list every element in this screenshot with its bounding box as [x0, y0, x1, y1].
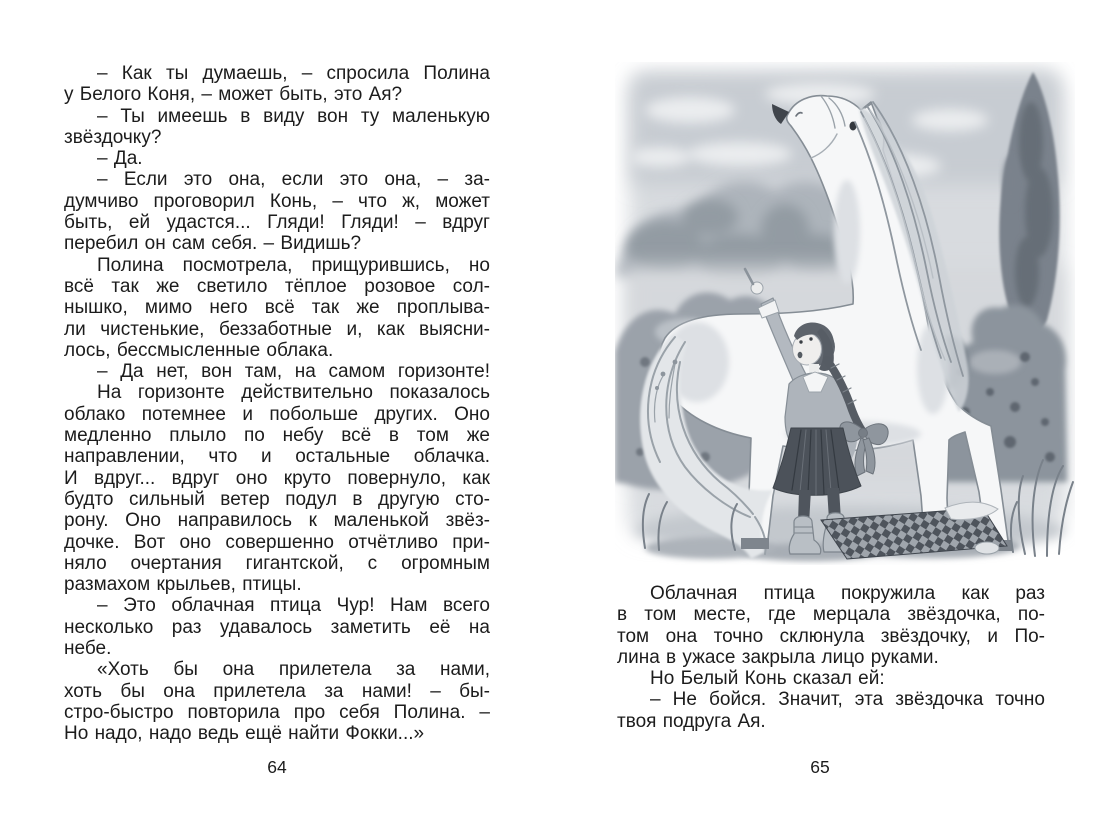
right-page-text [617, 583, 1045, 732]
paragraph [64, 361, 490, 382]
white-stone [975, 542, 999, 554]
text-line: будто сильный ветер подул в другую сто- [64, 488, 490, 510]
text-line: твоя подруга Ая. [617, 710, 766, 732]
text-line: стро-быстро повторила про себя Полина. – [64, 701, 490, 723]
paragraph [64, 659, 490, 744]
text-line: – Если это она, если это она, – за- [97, 169, 490, 191]
text-line: – Не бойся. Значит, эта звёздочка точно [650, 689, 1045, 711]
text-line: няло очертания гигантской, с огромным [64, 552, 490, 574]
text-line: облако потемнее и побольше других. Оно [64, 403, 490, 425]
girl-mouth [798, 352, 803, 358]
paragraph [64, 148, 490, 169]
text-line: размахом крыльев, птицы. [64, 574, 302, 596]
text-line: хоть бы она прилетела за нами! – бы- [64, 680, 490, 702]
book-illustration [615, 62, 1075, 565]
text-line: небе. [64, 638, 112, 660]
text-line: Облачная птица покружила как раз [650, 583, 1045, 604]
text-line: «Хоть бы она прилетела за нами, [97, 659, 490, 681]
paragraph [617, 668, 1045, 689]
text-line: всё так же светило тёплое розовое сол- [64, 275, 490, 297]
text-line: Но Белый Конь сказал ей: [650, 668, 885, 690]
text-line: дочке. Вот оно совершенно отчётливо при- [64, 531, 490, 553]
text-line: быть, ей удастся... Гляди! Гляди! – вдруг [64, 212, 490, 234]
paragraph [64, 382, 490, 595]
text-line: нышко, мимо него всё так же проплыва- [64, 297, 490, 319]
text-line: несколько раз удавалось заметить её на [64, 616, 490, 638]
text-line: И вдруг... вдруг оно круто повернуло, как [64, 467, 490, 489]
text-line: звёздочку? [64, 126, 162, 148]
paragraph [64, 63, 490, 106]
text-line: На горизонте действительно показалось [97, 382, 490, 404]
paragraph [64, 255, 490, 361]
left-page-text [64, 63, 490, 745]
text-line: лось, бессмысленные облака. [64, 339, 334, 361]
text-line: Полина посмотрела, прищурившись, но [97, 254, 490, 276]
text-line: у Белого Коня, – может быть, это Ая? [64, 84, 403, 106]
text-line: лина в ужасе закрыла лицо руками. [617, 646, 939, 668]
text-line: перебил он сам себя. – Видишь? [64, 233, 362, 255]
text-line: – Да. [97, 148, 143, 170]
paragraph [64, 595, 490, 659]
text-line: – Ты имеешь в виду вон ту маленькую [97, 105, 490, 127]
left-page-number: 64 [267, 757, 287, 777]
text-line: рону. Оно направилось к маленькой звёз- [64, 510, 490, 532]
paragraph [64, 169, 490, 254]
text-line: думчиво проговорил Конь, – что ж, может [64, 190, 490, 212]
text-line: – Как ты думаешь, – спросила Полина [97, 63, 490, 84]
paragraph [617, 583, 1045, 668]
text-line: медленно плыло по небу всё в том же [64, 425, 490, 447]
text-line: в том месте, где мерцала звёздочка, по- [617, 604, 1045, 626]
paragraph [64, 106, 490, 149]
right-page-number: 65 [810, 757, 830, 777]
text-line: – Это облачная птица Чур! Нам всего [97, 595, 490, 617]
paragraph [617, 689, 1045, 732]
text-line: направлении, что и остальные облачка. [64, 446, 490, 468]
text-line: – Да нет, вон там, на самом горизонте! [97, 361, 490, 383]
text-line: том она точно склюнула звёздочку, и По- [617, 625, 1045, 647]
text-line: ли чистенькие, беззаботные и, как выясни- [64, 318, 490, 340]
text-line: Но надо, надо ведь ещё найти Фокки...» [64, 723, 425, 745]
